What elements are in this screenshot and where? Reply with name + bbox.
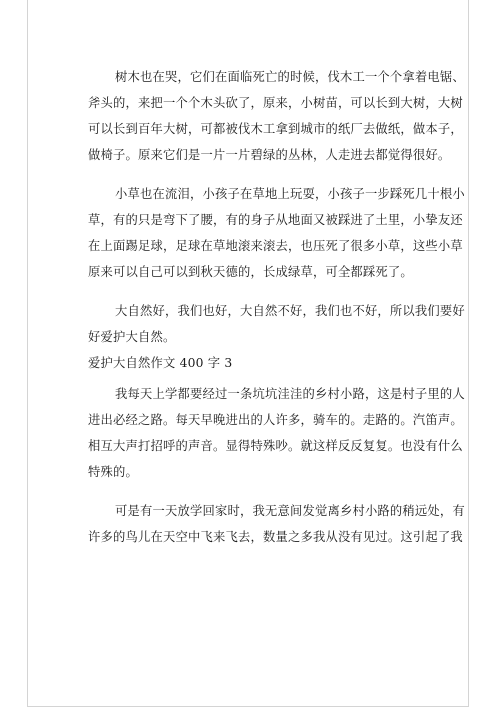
text-line: 进出必经之路。每天早晚进出的人许多，骑车的。走路的。汽笛声。	[88, 413, 463, 427]
paragraph-conclusion	[88, 298, 465, 350]
text-line: 草，有的只是弯下了腰，有的身子从地面又被踩进了土里，小挚友还	[88, 213, 463, 227]
text-line: 树木也在哭，它们在面临死亡的时候，伐木工一个个拿着电锯、	[115, 70, 465, 84]
text-line: 我每天上学都要经过一条坑坑洼洼的乡村小路，这是村子里的人	[115, 387, 465, 401]
paragraph-grass	[88, 181, 465, 285]
text-line: 相互大声打招呼的声音。显得特殊吵。就这样反反复复。也没有什么	[88, 439, 463, 453]
text-line: 做椅子。原来它们是一片一片碧绿的丛林，人走进去都觉得很好。	[88, 148, 451, 162]
text-line: 小草也在流泪，小孩子在草地上玩耍，小孩子一步踩死几十根小	[115, 187, 465, 201]
text-line: 大自然好，我们也好，大自然不好，我们也不好，所以我们要好	[115, 304, 465, 318]
paragraph-birds	[88, 498, 465, 550]
paragraph-trees	[88, 64, 465, 168]
text-line: 在上面踢足球，足球在草地滚来滚去，也压死了很多小草，这些小草	[88, 239, 463, 253]
text-line: 可是有一天放学回家时，我无意间发觉离乡村小路的稍远处，有	[115, 504, 465, 518]
text-line: 特殊的。	[88, 465, 138, 479]
text-line: 许多的鸟儿在天空中飞来飞去，数量之多我从没有见过。这引起了我	[88, 530, 463, 544]
document-body	[88, 64, 465, 550]
text-line: 可以长到百年大树，可都被伐木工拿到城市的纸厂去做纸，做本子，	[88, 122, 463, 136]
essay-heading: 爱护大自然作文 400 字 3	[88, 356, 233, 370]
paragraph-village-road	[88, 381, 465, 485]
text-line: 斧头的，来把一个个木头砍了，原来，小树苗，可以长到大树，大树	[88, 96, 463, 110]
text-line: 原来可以自己可以到秋天德的，长成绿草，可全都踩死了。	[88, 265, 413, 279]
text-line: 好爱护大自然。	[88, 330, 176, 344]
